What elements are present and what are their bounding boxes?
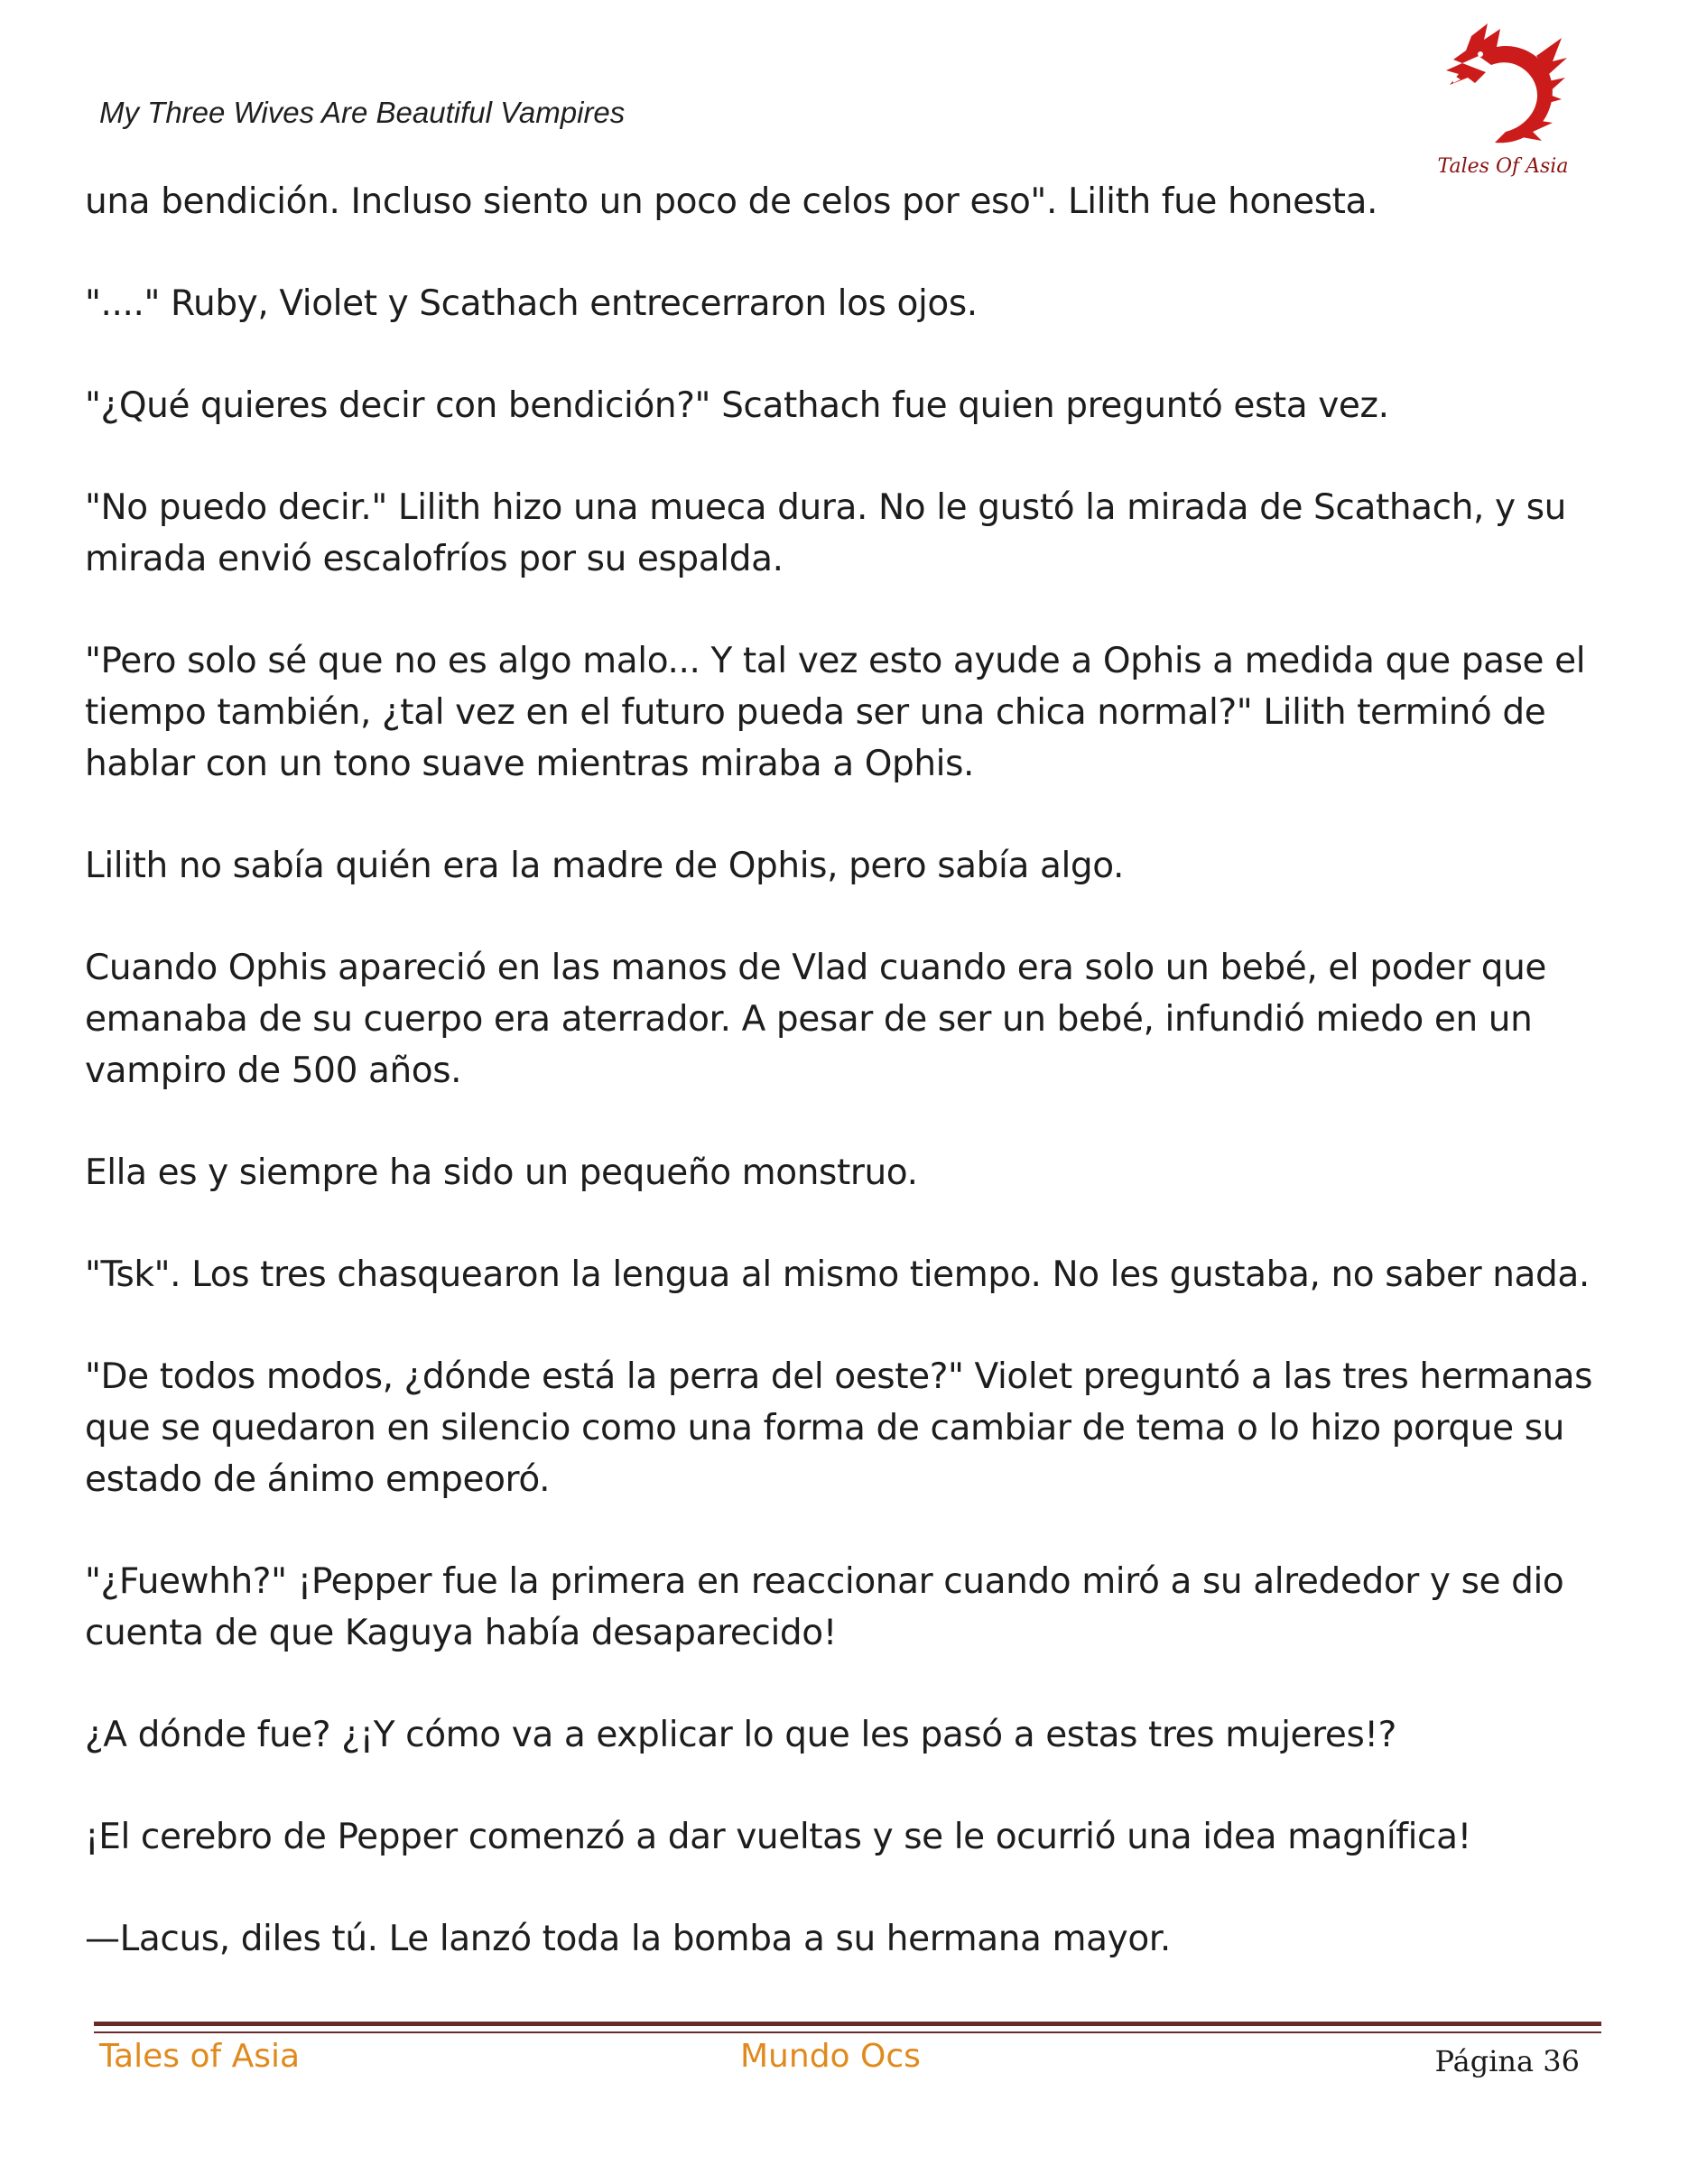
paragraph: Lilith no sabía quién era la madre de Ophis, pero sabía algo. — [85, 846, 1125, 886]
footer-category: Mundo Ocs — [740, 2038, 921, 2075]
paragraph: "...." Ruby, Violet y Scathach entrecerraron los ojos. — [85, 283, 978, 324]
paragraph: una bendición. Incluso siento un poco de celos por eso". Lilith fue honesta. — [85, 181, 1378, 222]
paragraph: "Tsk". Los tres chasquearon la lengua al mismo tiempo. No les gustaba, no saber nada. — [85, 1254, 1590, 1295]
paragraph: "¿Qué quieres decir con bendición?" Scathach fue quien preguntó esta vez. — [85, 385, 1389, 426]
footer-divider — [94, 2022, 1601, 2026]
paragraph: Cuando Ophis apareció en las manos de Vlad cuando era solo un bebé, el poder que emanaba de su cuerpo era aterrador. A pesar de ser un bebé, infundió miedo en un vampiro de 500 años. — [85, 948, 1547, 1091]
paragraph: "Pero solo sé que no es algo malo... Y tal vez esto ayude a Ophis a medida que pase el tiempo también, ¿tal vez en el futuro pueda ser una chica normal?" Lilith terminó de hablar con un tono suave mientras miraba a Ophis. — [85, 641, 1586, 784]
footer-divider-thin — [94, 2031, 1601, 2033]
chapter-body — [85, 176, 1610, 2015]
paragraph: "No puedo decir." Lilith hizo una mueca dura. No le gustó la mirada de Scathach, y su mirada envió escalofríos por su espalda. — [85, 487, 1566, 579]
paragraph: ¡El cerebro de Pepper comenzó a dar vueltas y se le ocurrió una idea magnífica! — [85, 1817, 1471, 1857]
paragraph: Ella es y siempre ha sido un pequeño monstruo. — [85, 1152, 918, 1193]
paragraph: ¿A dónde fue? ¿¡Y cómo va a explicar lo que les pasó a estas tres mujeres!? — [85, 1715, 1396, 1755]
red-dragon-icon — [1435, 20, 1571, 155]
page-number: Página 36 — [1434, 2044, 1580, 2078]
paragraph: "¿Fuewhh?" ¡Pepper fue la primera en reaccionar cuando miró a su alrededor y se dio cuenta de que Kaguya había desaparecido! — [85, 1561, 1564, 1653]
paragraph: "De todos modos, ¿dónde está la perra del oeste?" Violet preguntó a las tres hermanas que se quedaron en silencio como una forma de cambiar de tema o lo hizo porque su estado de ánimo empeoró. — [85, 1356, 1593, 1500]
book-title: My Three Wives Are Beautiful Vampires — [99, 96, 626, 129]
logo-text: Tales Of Asia — [1437, 155, 1569, 178]
footer-publisher: Tales of Asia — [99, 2038, 301, 2075]
paragraph: —Lacus, diles tú. Le lanzó toda la bomba a su hermana mayor. — [85, 1919, 1171, 1959]
publisher-logo — [1435, 20, 1571, 182]
